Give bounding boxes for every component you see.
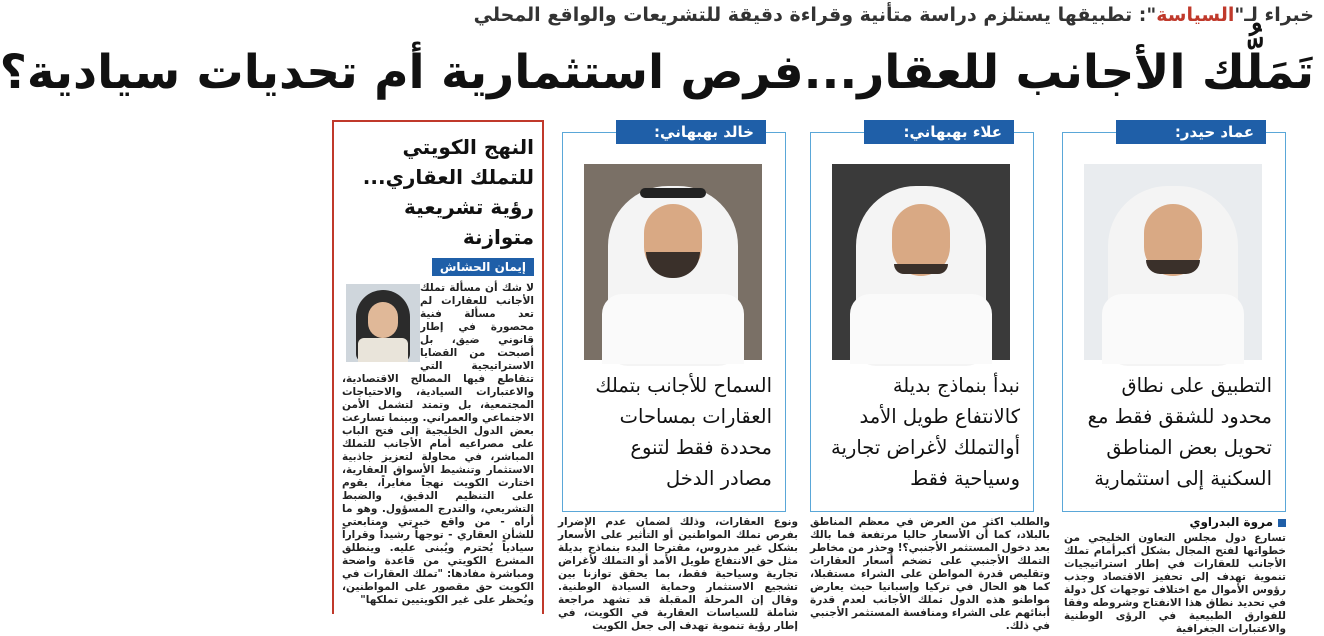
article-text: تسارع دول مجلس التعاون الخليجي من خطواتها لفتح المجال بشكل أكبرأمام تملك الأجانب للعقارات في إطار استراتيجيات تنموية تهدف إلى تحفيز الاقتصاد وجذب رؤوس الأموال مع اختلاف توجهات كل دولة في تحديد نطاق هذا الانفتاح وشروطه وفقا للفوارق الطبيعية في الرؤى الوطنية والاعتبارات الجغرافية: [1064, 532, 1286, 635]
page-headline: تَمَلُّك الأجانب للعقار...فرص استثمارية أم تحديات سيادية؟: [0, 45, 1314, 100]
byline-square-icon: [1278, 519, 1286, 527]
profile-name-label: خالد بهبهاني:: [616, 120, 766, 144]
kicker-suffix: ": تطبيقها يستلزم دراسة متأنية وقراءة دقيقة للتشريعات والواقع المحلي: [473, 4, 1157, 26]
profile-quote: التطبيق على نطاق محدود للشقق فقط مع تحويل بعض المناطق السكنية إلى استثمارية: [1087, 374, 1272, 490]
kicker-prefix: خبراء لـ": [1234, 4, 1314, 26]
profile-card-2: [810, 120, 1034, 510]
profile-photo: [584, 164, 762, 360]
profile-name-label: عماد حيدر:: [1116, 120, 1266, 144]
profile-quote: نبدأ بنماذج بديلة كالانتفاع طويل الأمد أوالتملك لأغراض تجارية وسياحية فقط: [831, 374, 1020, 490]
article-column-3: [558, 516, 798, 632]
profile-photo: [1084, 164, 1262, 360]
author-photo: [346, 284, 420, 362]
sidebar-author: إيمان الحشاش: [432, 258, 534, 276]
brand-name: السياسة: [1156, 4, 1235, 26]
article-column-2: [810, 516, 1050, 632]
article-column-1: [1064, 515, 1286, 635]
article-text: والطلب اكثر من العرض في معظم المناطق بالبلاد، كما أن الأسعار حاليا مرتفعة فما بالك بعد دخول المستثمر الأجنبي؟! وحذر من مخاطر التملك الأجنبي على تضخم أسعار العقارات وتقليص قدرة المواطن على الشراء مستقبلا، كما هو الحال في تركيا وإسبانيا حيث يعارض مواطنو هذه الدول تملك الأجانب لعدم قدرة أبنائهم على الشراء ومنافسة المستثمر الأجنبي في ذلك.: [810, 516, 1050, 632]
kicker-line: [473, 4, 1314, 38]
profile-quote: السماح للأجانب بتملك العقارات بمساحات محددة فقط لتنوع مصادر الدخل: [595, 374, 772, 490]
profile-name-label: علاء بهبهاني:: [864, 120, 1014, 144]
sidebar-body: [342, 282, 534, 607]
article-byline: مروة البدراوي: [1064, 516, 1286, 529]
sidebar-body-text: لا شك أن مسألة تملك الأجانب للعقارات لم تعد مسألة فنية محصورة في إطار قانوني ضيق، بل أصبحت من القضايا الاستراتيجية التي تتقاطع فيها المصالح الاقتصادية، والاعتبارات السيادية، والاحتياجات المجتمعية، بل وتمتد لتشمل الأمن الاجتماعي والعمراني. وبينما تسارعت بعض الدول الخليجية إلى فتح الباب على مصراعيه أمام الأجانب للتملك المباشر، في محاولة لتعزيز جاذبية الاستثمار وتنشيط الأسواق العقارية، اختارت الكويت نهجاً مغايراً، يقوم على التنظيم الدقيق، والضبط التشريعي، والتدرج المسؤول. وهو ما أراه - من واقع خبرتي ومتابعتي للشأن العقاري - توجهاً رشيداً وقراراً سيادياً يُحترم ويُبنى عليه. وينطلق المشرع الكويتي من قاعدة واضحة ومباشرة مفادها: "تملك العقارات في الكويت حق مقصور على المواطنين، ويُحظر على غير الكويتيين تملكها": [342, 282, 534, 606]
article-text: ونوع العقارات، وذلك لضمان عدم الإضرار بفرص تملك المواطنين أو التأثير على الأسعار بشكل غير مدروس، مقترحا البدء بنماذج بديلة مثل حق الانتفاع طويل الأمد أو التملك لأغراض تجارية وسياحية فقط، بما يحقق توازنا بين تشجيع الاستثمار وحماية السيادة الوطنية. وقال إن المرحلة المقبلة قد تشهد مراجعة شاملة للسياسات العقارية في الكويت، في إطار رؤية تنموية تهدف إلى جعل الكويت: [558, 516, 798, 632]
sidebar-title: النهج الكويتي للتملك العقاري... رؤية تشريعية متوازنة: [362, 135, 534, 249]
opinion-sidebar: [332, 120, 544, 614]
profile-card-3: [562, 120, 786, 510]
profile-card-1: [1062, 120, 1286, 510]
profile-photo: [832, 164, 1010, 360]
